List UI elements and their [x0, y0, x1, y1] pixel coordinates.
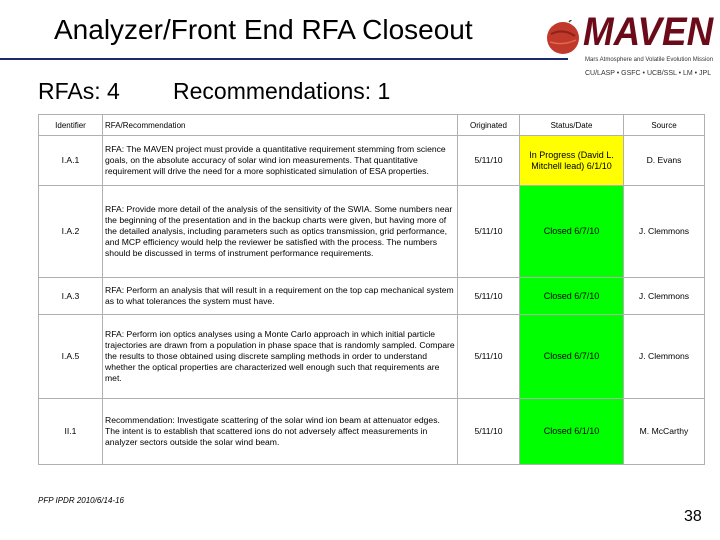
- status-badge: Closed 6/7/10: [520, 186, 624, 278]
- header-originated: Originated: [458, 115, 520, 136]
- logo-subtitle: Mars Atmosphere and Volatile Evolution Mission: [585, 57, 714, 63]
- row-originated: 5/11/10: [458, 399, 520, 465]
- row-recommendation: Recommendation: Investigate scattering of the solar wind ion beam at attenuator edges. The intent is to establish that scattered ions do not adversely affect measurements in analyzer sectors outside the solar wind beam.: [103, 399, 458, 465]
- page-title: Analyzer/Front End RFA Closeout: [54, 14, 473, 45]
- row-recommendation: RFA: Perform an analysis that will result in a requirement on the top cap mechanical system as to what tolerances the system must have.: [103, 278, 458, 315]
- row-originated: 5/11/10: [458, 136, 520, 186]
- row-identifier: I.A.5: [39, 315, 103, 399]
- row-originated: 5/11/10: [458, 278, 520, 315]
- row-source: J. Clemmons: [624, 278, 705, 315]
- page-number: 38: [684, 508, 702, 525]
- table-row: [39, 315, 705, 399]
- table-row: [39, 278, 705, 315]
- header-status: Status/Date: [520, 115, 624, 136]
- header-identifier: Identifier: [39, 115, 103, 136]
- maven-logo: [545, 8, 715, 86]
- row-identifier: I.A.1: [39, 136, 103, 186]
- row-recommendation: RFA: The MAVEN project must provide a quantitative requirement stemming from science goals, on the absolute accuracy of solar wind ion measurements. That quantitative requirement will drive the need for a more sophisticated simulation of ESA properties.: [103, 136, 458, 186]
- row-source: J. Clemmons: [624, 186, 705, 278]
- status-badge: Closed 6/7/10: [520, 278, 624, 315]
- status-badge: Closed 6/1/10: [520, 399, 624, 465]
- mars-planet-icon: [545, 20, 581, 56]
- row-recommendation: RFA: Perform ion optics analyses using a Monte Carlo approach in which initial particle trajectories are drawn from a population in phase space that is randomly sampled. Compare the results to those obtained using discrete sampling methods in order to understand whether the optical properties are characterized well enough such that requirements are met.: [103, 315, 458, 399]
- row-originated: 5/11/10: [458, 315, 520, 399]
- header-recommendation: RFA/Recommendation: [103, 115, 458, 136]
- table-row: [39, 136, 705, 186]
- recommendation-count: Recommendations: 1: [173, 78, 391, 104]
- table-row: [39, 186, 705, 278]
- row-source: M. McCarthy: [624, 399, 705, 465]
- row-originated: 5/11/10: [458, 186, 520, 278]
- table-header-row: [39, 115, 705, 136]
- rfa-table: [38, 114, 705, 465]
- rfa-count: RFAs: 4: [38, 78, 120, 104]
- status-badge: Closed 6/7/10: [520, 315, 624, 399]
- row-source: D. Evans: [624, 136, 705, 186]
- status-badge: In Progress (David L. Mitchell lead) 6/1/10: [520, 136, 624, 186]
- footer-text: PFP IPDR 2010/6/14-16: [38, 496, 124, 505]
- row-recommendation: RFA: Provide more detail of the analysis of the sensitivity of the SWIA. Some numbers near the beginning of the presentation and in the backup charts were given, but having more of the detailed analysis, including parameters such as optics transmission, grid performance, and MCP efficiency would help the reviewer be satisfied with the process. The numbers should be discussed in terms of instrument performance requirements.: [103, 186, 458, 278]
- row-identifier: I.A.2: [39, 186, 103, 278]
- logo-partners: CU/LASP • GSFC • UCB/SSL • LM • JPL: [585, 70, 712, 77]
- row-identifier: II.1: [39, 399, 103, 465]
- title-rule: [0, 58, 568, 60]
- table-row: [39, 399, 705, 465]
- header-source: Source: [624, 115, 705, 136]
- row-source: J. Clemmons: [624, 315, 705, 399]
- row-identifier: I.A.3: [39, 278, 103, 315]
- logo-wordmark: MAVEN: [583, 10, 714, 54]
